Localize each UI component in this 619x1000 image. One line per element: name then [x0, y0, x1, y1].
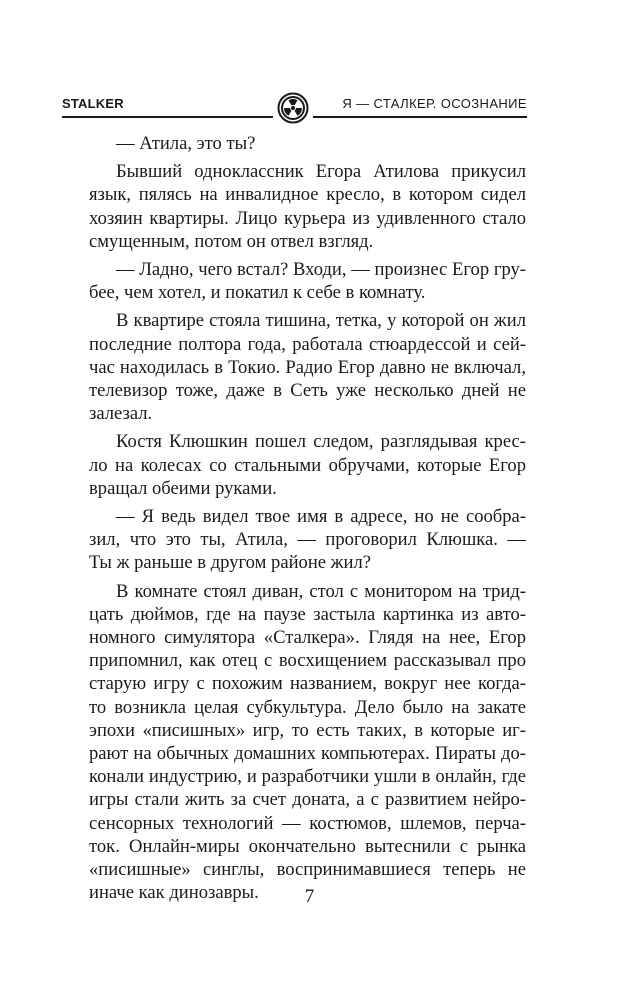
text-line: Ты ж раньше в другом районе жил?	[89, 552, 372, 574]
text-line: В комнате стоял диван, стол с монитором на трид-	[116, 580, 526, 602]
paragraph	[89, 132, 526, 155]
running-header	[62, 88, 527, 124]
series-name: STALKER	[62, 96, 124, 111]
text-line: цать дюймов, где на паузе застыла картинка из авто-	[89, 603, 526, 625]
paragraph	[89, 505, 526, 575]
text-line: залезал.	[89, 403, 153, 425]
radiation-trefoil-icon	[277, 92, 309, 124]
text-line: язык, пялясь на инвалидное кресло, в котором сидел	[89, 184, 526, 206]
text-line: припомнил, как отец с восхищением рассказывал про	[89, 650, 526, 672]
paragraph	[89, 309, 526, 425]
paragraph	[89, 580, 526, 905]
text-line: старую игру с похожим названием, вокруг нее когда-	[89, 673, 526, 695]
text-line: ло на колесах со стальными обручами, которые Егор	[89, 454, 526, 476]
text-line: «писишные» синглы, воспринимавшиеся теперь не	[89, 859, 526, 881]
text-line: смущенным, потом он отвел взгляд.	[89, 230, 374, 252]
header-rule-left	[62, 116, 273, 118]
text-line: последние полтора года, работала стюардессой и сей-	[89, 333, 526, 355]
text-line: конали индустрию, и разработчики ушли в онлайн, где	[89, 766, 526, 788]
paragraph	[89, 258, 526, 304]
text-line: зил, что это ты, Атила, — проговорил Клюшка. —	[89, 529, 526, 551]
text-line: В квартире стояла тишина, тетка, у которой он жил	[116, 310, 526, 332]
text-line: то возникла целая субкультура. Дело было на закате	[89, 696, 526, 718]
text-line: рают на обычных домашних компьютерах. Пираты до-	[89, 743, 526, 765]
text-line: сенсорных технологий — костюмов, шлемов, перча-	[89, 812, 526, 834]
header-rule-right	[313, 116, 527, 118]
text-line: вращал обеими руками.	[89, 477, 277, 499]
paragraph	[89, 160, 526, 253]
text-line: бее, чем хотел, и покатил к себе в комнату.	[89, 282, 426, 304]
text-line: хозяин квартиры. Лицо курьера из удивленного стало	[89, 207, 526, 229]
text-line: Костя Клюшкин пошел следом, разглядывая крес-	[116, 431, 526, 453]
text-line: эпохи «писишных» игр, то есть таких, в которые иг-	[89, 719, 526, 741]
text-line: — Я ведь видел твое имя в адресе, но не сообра-	[116, 506, 526, 528]
text-line: ток. Онлайн-миры окончательно вытеснили с рынка	[89, 835, 526, 857]
book-title: Я — СТАЛКЕР. ОСОЗНАНИЕ	[342, 96, 527, 111]
text-line: номного симулятора «Сталкера». Глядя на нее, Егор	[89, 627, 526, 649]
paragraph	[89, 430, 526, 500]
chapter-text	[89, 132, 526, 905]
page-number: 7	[304, 886, 315, 907]
text-line: час находилась в Токио. Радио Егор давно не включал,	[89, 356, 526, 378]
text-line: иначе как динозавры.	[89, 882, 259, 904]
text-line: — Ладно, чего встал? Входи, — произнес Егор гру-	[116, 259, 526, 281]
text-line: — Атила, это ты?	[116, 133, 256, 154]
text-line: телевизор тоже, даже в Сеть уже несколько дней не	[89, 380, 526, 402]
text-line: Бывший одноклассник Егора Атилова прикусил	[116, 161, 526, 183]
text-line: игры стали жить за счет доната, а с развитием нейро-	[89, 789, 526, 811]
